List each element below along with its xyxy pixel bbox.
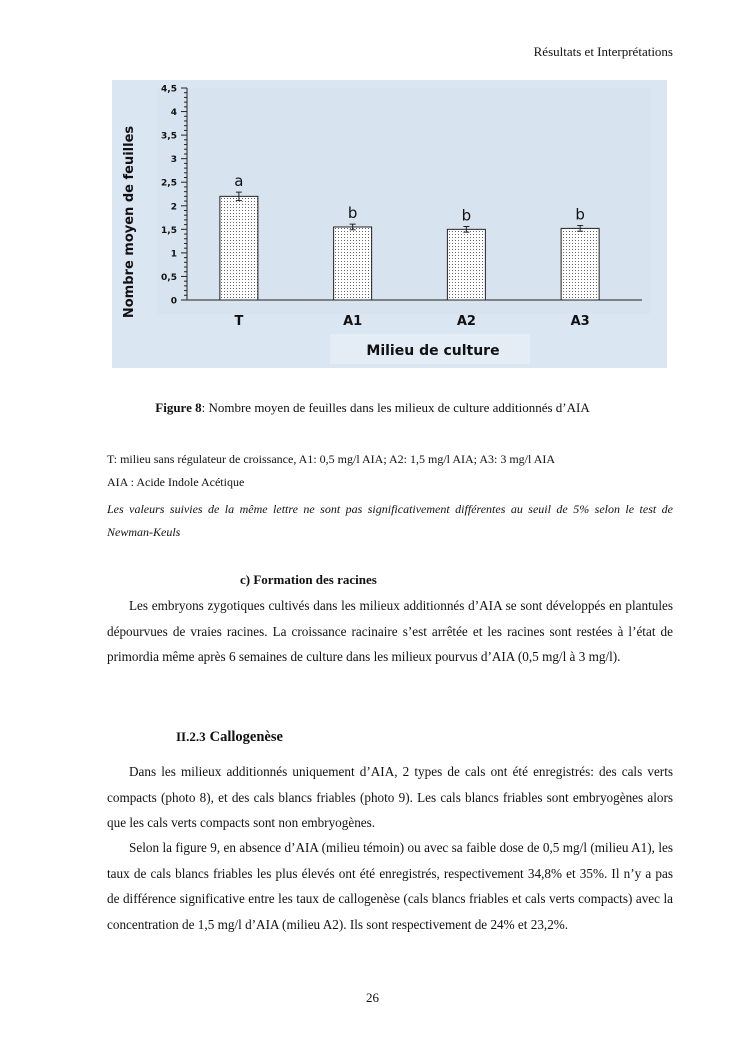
section-c-paragraph: Les embryons zygotiques cultivés dans les milieux additionnés d’AIA se sont développés en plantules dépourvues de vraies racines. La croissance racinaire s’est arrêtée et les racines sont restées à l’état de primordia même après 6 semaines de culture dans les milieux pourvus d’AIA (0,5 mg/l à 3 mg/l). xyxy=(107,598,673,664)
significance-letter: b xyxy=(347,204,358,223)
x-tick-label: A3 xyxy=(570,314,590,329)
y-tick-label: 3,5 xyxy=(161,131,177,142)
page-header: Résultats et Interprétations xyxy=(533,44,673,59)
bar-A1 xyxy=(334,227,372,300)
figure-label: Figure 8 xyxy=(155,400,202,415)
x-tick-label: A1 xyxy=(343,314,363,329)
significance-letter: b xyxy=(575,205,585,224)
x-tick-label: T xyxy=(234,314,244,329)
callogenese-paragraph-2: Selon la figure 9, en absence d’AIA (milieu témoin) ou avec sa faible dose de 0,5 mg/l (milieu A1), les taux de cals blancs friables les plus élevés ont été enregistrés, respectivement 34,8% et 35%. Il n’y a pas de différence significative entre les taux de callogenèse (cals blancs friables et cals verts compacts) avec la concentration de 1,5 mg/l d’AIA (milieu A2). Ils sont respectivement de 24% et 23,2%. xyxy=(107,840,673,932)
y-tick-label: 0 xyxy=(170,296,177,307)
x-tick-label: A2 xyxy=(456,314,476,329)
bar-chart xyxy=(112,80,667,368)
note-aia: AIA : Acide Indole Acétique xyxy=(107,475,245,489)
y-tick-label: 3 xyxy=(170,155,177,166)
y-tick-label: 4,5 xyxy=(161,84,177,95)
bar-A2 xyxy=(447,229,485,300)
x-axis-title: Milieu de culture xyxy=(366,343,500,359)
section-title: Callogenèse xyxy=(209,729,283,745)
chart-svg xyxy=(112,80,667,368)
note-legend: T: milieu sans régulateur de croissance, A1: 0,5 mg/l AIA; A2: 1,5 mg/l AIA; A3: 3 mg/l AIA xyxy=(107,452,556,466)
section-c-title: c) Formation des racines xyxy=(240,572,377,587)
y-tick-label: 2 xyxy=(170,202,177,213)
significance-letter: a xyxy=(234,172,244,191)
section-number: II.2.3 xyxy=(176,729,206,744)
figure-caption xyxy=(0,400,745,416)
y-tick-label: 2,5 xyxy=(161,178,177,189)
bar-A3 xyxy=(561,228,599,300)
section-heading xyxy=(176,728,283,746)
significance-letter: b xyxy=(461,206,472,225)
y-tick-label: 1 xyxy=(170,249,177,260)
callogenese-paragraph-1: Dans les milieux additionnés uniquement d’AIA, 2 types de cals ont été enregistrés: des cals verts compacts (photo 8), et des cals blancs friables (photo 9). Les cals blancs friables sont embryogènes alors que les cals verts compacts sont non embryogènes. xyxy=(107,764,673,830)
bar-T xyxy=(220,196,258,300)
figure-caption-text: : Nombre moyen de feuilles dans les milieux de culture additionnés d’AIA xyxy=(201,400,590,415)
y-tick-label: 0,5 xyxy=(161,272,177,283)
page-number: 26 xyxy=(366,990,379,1005)
y-tick-label: 4 xyxy=(170,108,177,119)
y-axis-title: Nombre moyen de feuilles xyxy=(122,125,137,319)
note-stats: Les valeurs suivies de la même lettre ne sont pas significativement différentes au seuil de 5% selon le test de Newman-Keuls xyxy=(107,502,673,539)
y-tick-label: 1,5 xyxy=(161,225,177,236)
